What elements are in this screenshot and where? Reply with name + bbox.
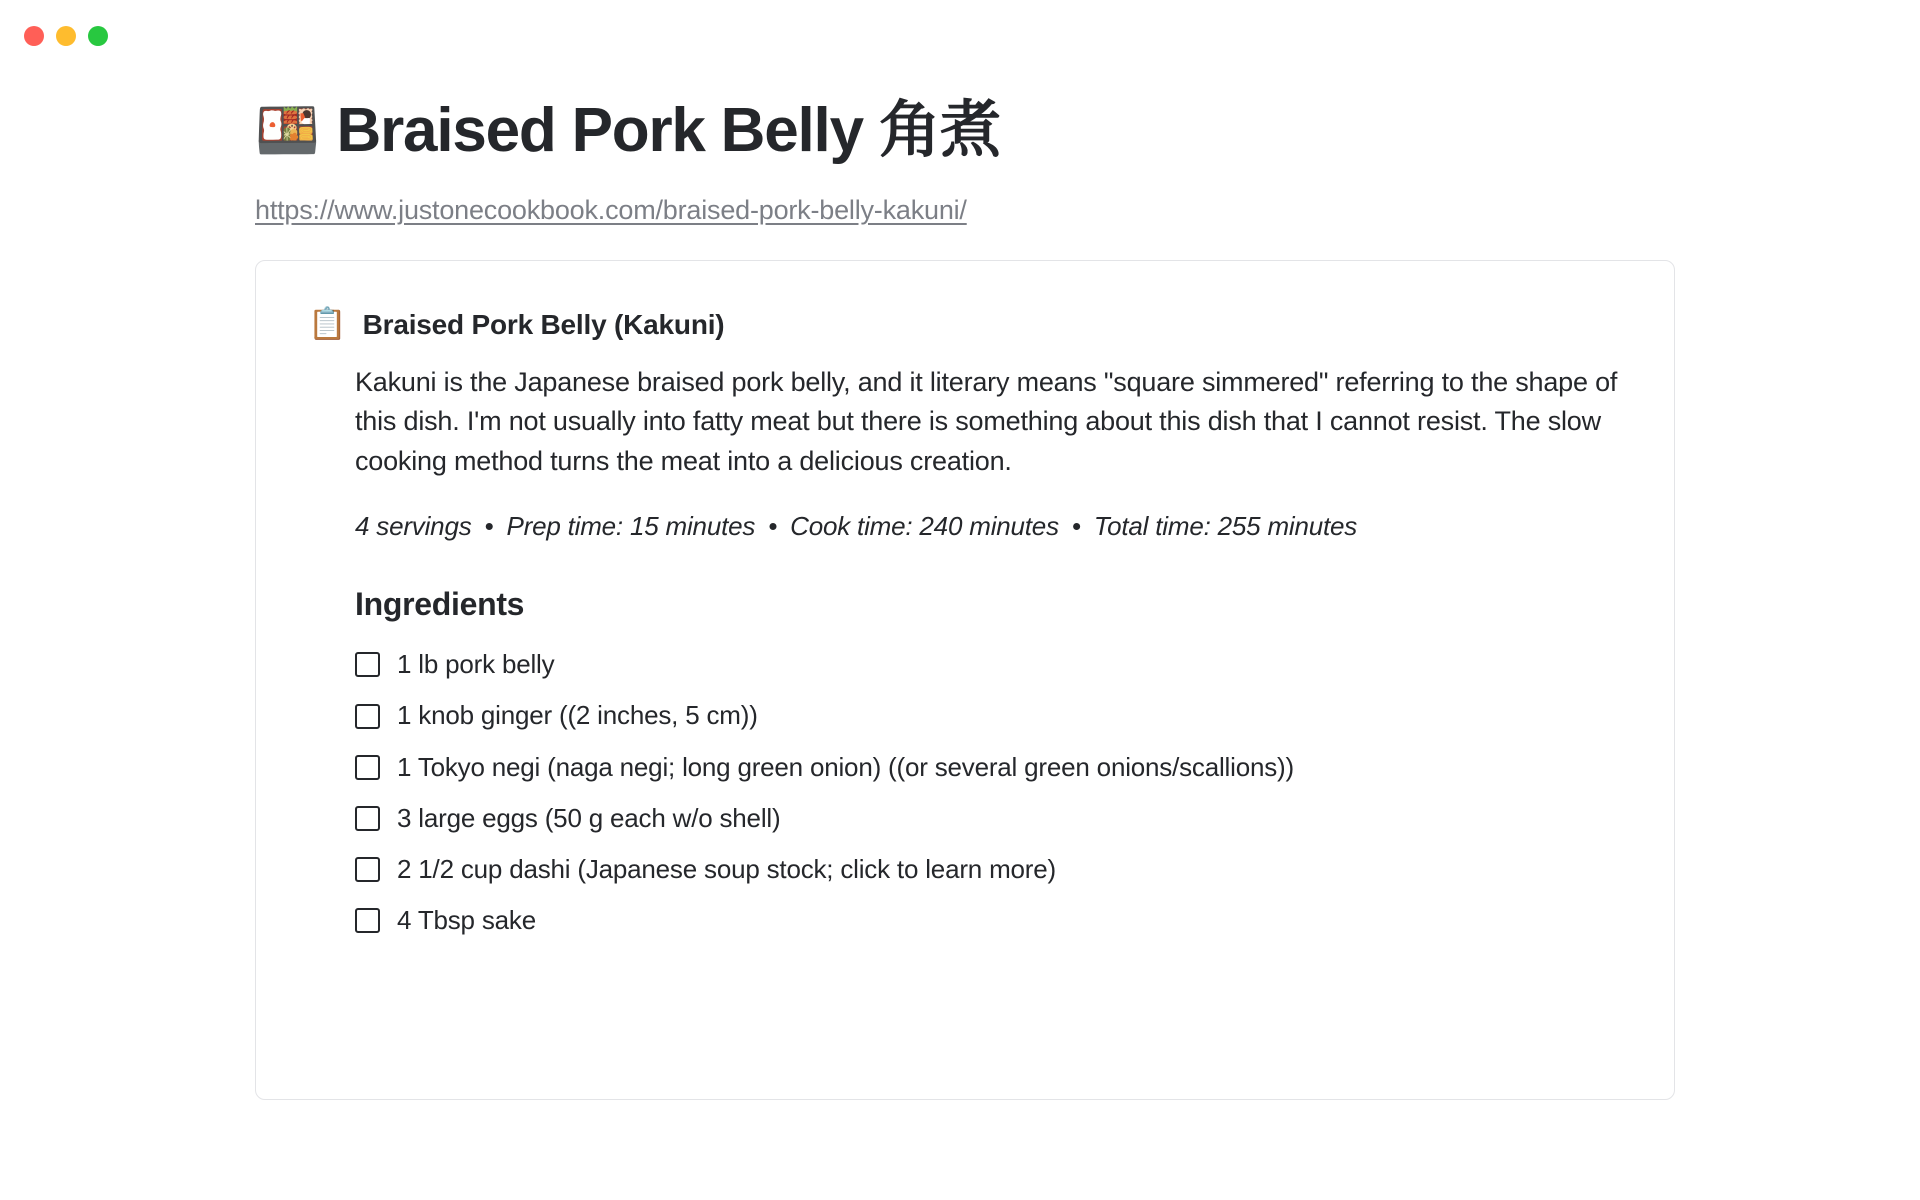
ingredient-label: 4 Tbsp sake [397,905,536,936]
list-item[interactable] [355,649,1622,680]
meta-separator-3: • [1071,510,1081,541]
ingredient-checkbox[interactable] [355,652,380,677]
ingredient-checkbox[interactable] [355,806,380,831]
meta-separator-2: • [768,510,778,541]
list-item[interactable] [355,752,1622,783]
recipe-meta [355,511,1622,542]
recipe-description: Kakuni is the Japanese braised pork belly, and it literary means "square simmered" referring to the shape of this dish. I'm not usually into fatty meat but there is something about this dish that I cannot resist. The slow cooking method turns the meat into a delicious creation. [355,366,1618,476]
list-item[interactable] [355,803,1622,834]
ingredient-label: 1 lb pork belly [397,649,555,680]
document-content [0,96,1920,1100]
meta-separator-1: • [484,510,494,541]
meta-prep-time: Prep time: 15 minutes [506,510,756,541]
close-window-button[interactable] [24,26,44,46]
ingredient-checkbox[interactable] [355,857,380,882]
minimize-window-button[interactable] [56,26,76,46]
ingredient-checkbox[interactable] [355,908,380,933]
page-title [255,96,1675,165]
page-title-text: Braised Pork Belly 角煮 [336,96,1001,165]
ingredient-label: 3 large eggs (50 g each w/o shell) [397,802,781,833]
ingredient-checkbox[interactable] [355,755,380,780]
clipboard-icon: 📋 [308,306,347,342]
recipe-title: Braised Pork Belly (Kakuni) [362,309,725,341]
meta-servings: 4 servings [355,510,472,541]
source-url-link[interactable]: https://www.justonecookbook.com/braised-pork-belly-kakuni/ [255,195,967,226]
ingredients-list [355,649,1622,936]
maximize-window-button[interactable] [88,26,108,46]
list-item[interactable] [355,854,1622,885]
meta-cook-time: Cook time: 240 minutes [790,510,1059,541]
recipe-card-header [308,305,1622,342]
window-titlebar [0,0,1920,72]
bento-box-icon: 🍱 [255,101,319,160]
ingredients-heading: Ingredients [355,585,525,622]
ingredient-label: 1 Tokyo negi (naga negi; long green onion) ((or several green onions/scallions)) [397,751,1294,782]
list-item[interactable] [355,905,1622,936]
ingredient-label: 2 1/2 cup dashi (Japanese soup stock; click to learn more) [397,853,1056,884]
list-item[interactable] [355,700,1622,731]
ingredient-label: 1 knob ginger ((2 inches, 5 cm)) [397,700,758,731]
recipe-card [255,260,1675,1100]
ingredient-checkbox[interactable] [355,704,380,729]
meta-total-time: Total time: 255 minutes [1093,510,1358,541]
